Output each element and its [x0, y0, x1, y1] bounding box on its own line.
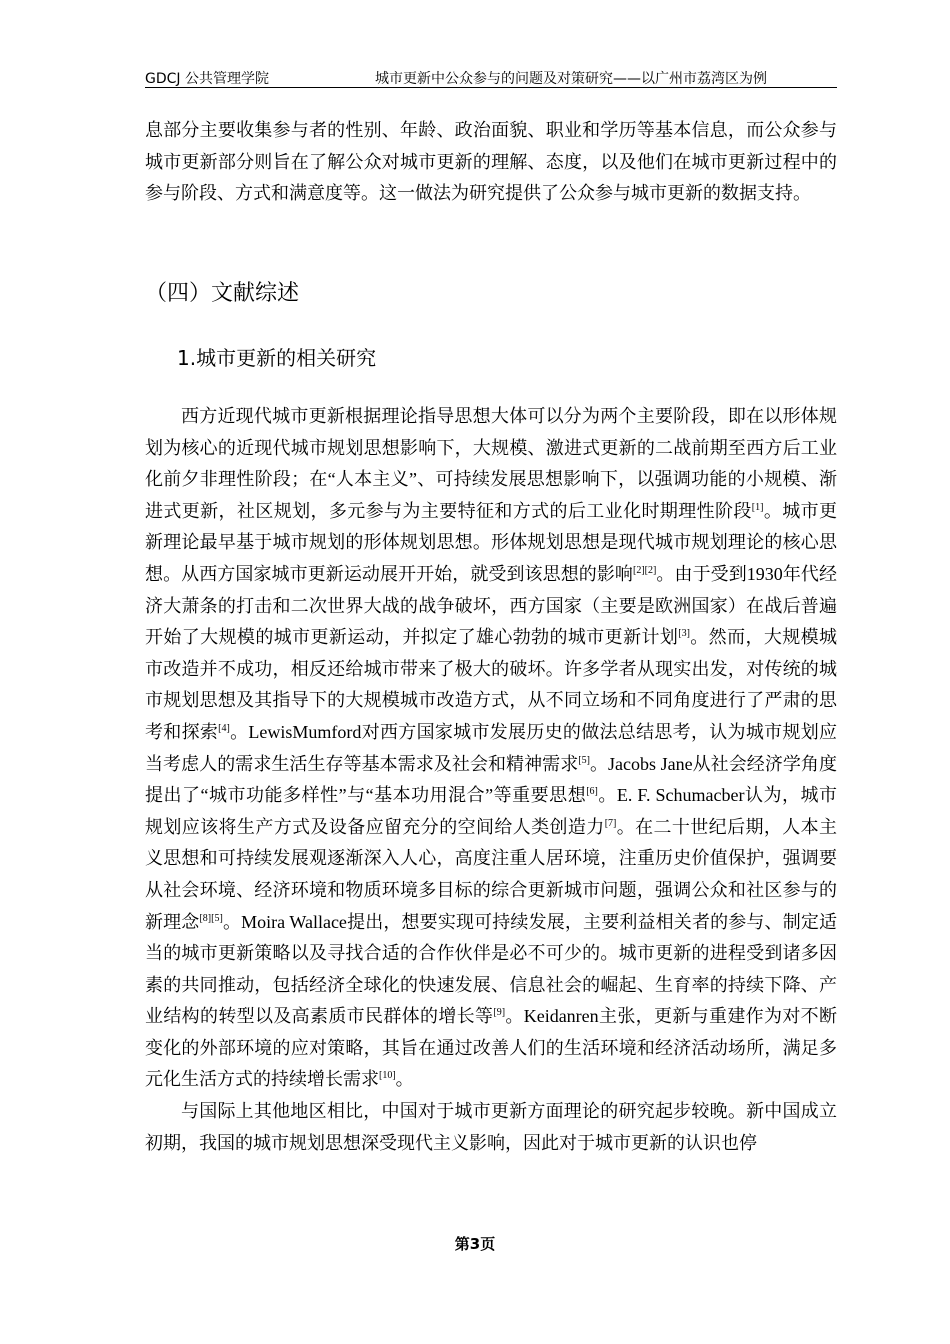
para1-text: 。城市更新理论最早基于城市规划的形体规划思想。形体规划思想是现代城市规划理论的核心思想。从西方国家城市更新运动展开开始，就受到该思想的影响 [145, 500, 838, 584]
para1-text: 。 [395, 1069, 414, 1090]
intro-paragraph-text: 息部分主要收集参与者的性别、年龄、政治面貌、职业和学历等基本信息，而公众参与城市更新部分则旨在了解公众对城市更新的理解、态度，以及他们在城市更新过程中的参与阶段、方式和满意度等。这一做法为研究提供了公众参与城市更新的数据支持。 [145, 120, 837, 204]
citation-ref: [5] [578, 754, 590, 766]
citation-ref: [7] [604, 817, 617, 829]
subsection-heading: 1.城市更新的相关研究 [177, 346, 377, 370]
para1-text: 西方近现代城市更新根据理论指导思想大体可以分为两个主要阶段，即在以形体规划为核心的近现代城市规划思想影响下，大规模、激进式更新的二战前期至西方后工业化前夕非理性阶段；在“人本主义”、可持续发展思想影响下，以强调功能的小规模、渐进式更新，社区规划，多元参与为主要特征和方式的后工业化时期理性阶段 [145, 406, 837, 521]
para1-text: 。Jacobs Jane从社会经济学角度提出了“城市功能多样性”与“基本功用混合”等重要思想 [145, 753, 837, 806]
para1-text: 。Moira Wallace提出，想要实现可持续发展，主要利益相关者的参与、制定适当的城市更新策略以及寻找合适的合作伙伴是必不可少的。城市更新的进程受到诸多因素的共同推动，包括经济全球化的快速发展、信息社会的崛起、生育率的持续下降、产业结构的转型以及高素质市民群体的增长等 [145, 911, 838, 1027]
section-heading: （四）文献综述 [145, 281, 300, 306]
header-title: 城市更新中公众参与的问题及对策研究——以广州市荔湾区为例 [375, 71, 767, 87]
para1-text: 。E. F. Schumacber认为，城市规划应该将生产方式及设备应留充分的空间给人类创造力 [145, 785, 837, 837]
para1-text: 。在二十世纪后期，人本主义思想和可持续发展观逐渐深入人心，高度注重人居环境，注重历史价值保护，强调要从社会环境、经济环境和物质环境多目标的综合更新城市问题，强调公众和社区参与的新理念 [145, 816, 838, 932]
header-rule [145, 87, 837, 88]
page-number: 第3页 [454, 1235, 496, 1253]
para1-text: 。由于受到1930年代经济大萧条的打击和二次世界大战的战争破坏，西方国家（主要是欧洲国家）在战后普遍开始了大规模的城市更新运动，并拟定了雄心勃勃的城市更新计划 [145, 563, 838, 648]
para1-text: 。Keidanren主张，更新与重建作为对不断变化的外部环境的应对策略，其旨在通过改善人们的生活环境和经济活动场所，满足多元化生活方式的持续增长需求 [145, 1006, 838, 1090]
citation-ref: [6] [586, 786, 598, 798]
citation-ref: [10] [379, 1070, 396, 1082]
literature-review-body [145, 401, 837, 1159]
para1-text: 。然而，大规模城市改造并不成功，相反还给城市带来了极大的破坏。许多学者从现实出发，对传统的城市规划思想及其指导下的大规模城市改造方式，从不同立场和不同角度进行了严肃的思考和探索 [145, 627, 838, 742]
intro-paragraph [145, 115, 837, 210]
para1-text: 。LewisMumford对西方国家城市发展历史的做法总结思考，认为城市规划应当考虑人的需求生活生存等基本需求及社会和精神需求 [145, 721, 838, 774]
citation-ref: [2][2] [633, 564, 657, 576]
paragraph-china-research: 与国际上其他地区相比，中国对于城市更新方面理论的研究起步较晚。新中国成立初期，我国的城市规划思想深受现代主义影响，因此对于城市更新的认识也停 [145, 1101, 837, 1153]
citation-ref: [1] [751, 501, 764, 513]
citation-ref: [4] [218, 722, 230, 734]
citation-ref: [8][5] [199, 912, 223, 924]
citation-ref: [9] [493, 1007, 506, 1019]
header-institution: GDCJ 公共管理学院 [145, 71, 269, 87]
citation-ref: [3] [678, 628, 690, 640]
paragraph-western-research [145, 401, 837, 1096]
